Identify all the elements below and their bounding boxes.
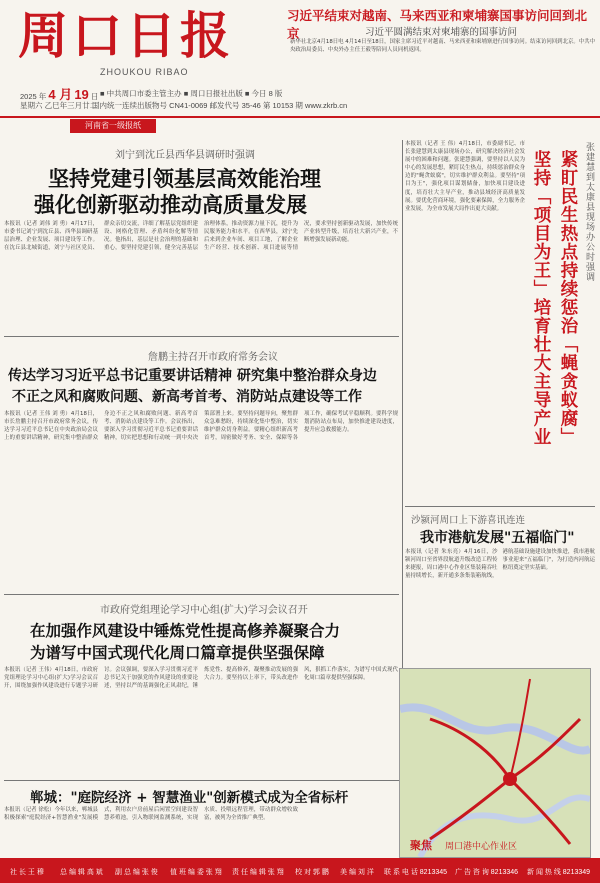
map-label: 周口港中心作业区 bbox=[445, 842, 518, 852]
footer-item: 责 任 编 辑 张 翔 bbox=[232, 869, 284, 876]
footer-item: 总 编 辑 高 斌 bbox=[60, 869, 103, 876]
side-title-a: 紧盯民生热点持续惩治「蝇贪蚁腐」 bbox=[558, 150, 578, 446]
footer-item: 新 闻 热 线 8213349 bbox=[527, 869, 591, 876]
footer-item: 社 长 王 穆 bbox=[10, 869, 44, 876]
lead-title: 习近平结束对越南、马来西亚和柬埔寨国事访问回到北京 bbox=[287, 8, 588, 41]
side-body: 本报讯（记者 王 伟）4月18日，市委副书记、市长张建慧到太康县现场办公，研究解决经济社会发展中的困难和问题。张建慧强调，要坚持以人民为中心的发展思想，紧盯民生热点，持续惩治群众身边的"蝇贪蚁腐"，切实维护群众利益。要坚持"项目为王"，强化项目谋划储备，加快项目建设进度，培育壮大主导产业，推动县域经济高质量发展。要优化营商环境，强化要素保障，全力服务企业发展，为全市发展大局作出更大贡献。 bbox=[405, 141, 525, 212]
story1-title-line2: 强化创新驱动推动高质量发展 bbox=[34, 192, 307, 217]
lead-subtitle: 习近平圆满结束对柬埔寨的国事访问 bbox=[365, 27, 518, 38]
side-kicker: 张建慧到太康县现场办公时强调 bbox=[584, 142, 594, 282]
story1-kicker: 刘宁到沈丘县西华县调研时强调 bbox=[115, 150, 255, 161]
map-graphic bbox=[400, 669, 590, 857]
story2-title-line2: 不正之风和腐败问题、新高考首考、消防站点建设等工作 bbox=[12, 389, 362, 405]
map-caption: 聚焦 bbox=[410, 839, 432, 852]
divider bbox=[4, 780, 399, 781]
footer-item: 联 系 电 话 8213345 bbox=[384, 869, 448, 876]
newspaper-logo: 周口日报 bbox=[18, 6, 234, 65]
story4-body: 本报讯（记者 徐松）今年以来，郸城县积极探索"庭院经济+智慧渔业"发展模式，利用农户房前屋后闲置空间建设智慧养殖池，引入物联网监测系统，实现水质、投喂远程管理，带动群众增收致富，被列为全省推广典型。 bbox=[4, 807, 298, 822]
masthead-rule bbox=[0, 116, 600, 118]
story2-body: 本报讯（记者 王伟 刘 勇）4月18日，市长詹鹏主持召开市政府常务会议，传达学习习近平总书记在中央政治局会议上的重要讲话精神，研究集中整治群众身边不正之风和腐败问题、新高考首考、消防站点建设等工作。会议指出，要深入学习贯彻习近平总书记重要讲话精神，切实把思想和行动统一到中央决策部署上来。要坚持问题导向，聚焦群众急难愁盼，持续深化集中整治，切实维护群众切身利益。要精心组织新高考首考，周密做好考务、安全、保障等各项工作，确保考试平稳顺利。要科学规划消防站点布局，加快推进建设进度，提升应急救援能力。 bbox=[4, 411, 398, 442]
footer-item: 广 告 咨 询 8213346 bbox=[455, 869, 519, 876]
story1-title-line1: 坚持党建引领基层高效能治理 bbox=[48, 166, 321, 191]
story3-title-line2: 为谱写中国式现代化周口篇章提供坚强保障 bbox=[30, 643, 325, 662]
port-kicker: 沙颍河周口上下游喜讯连连 bbox=[411, 515, 526, 526]
story3-kicker: 市政府党组理论学习中心组(扩大)学习会议召开 bbox=[100, 605, 308, 616]
story2-kicker: 詹鹏主持召开市政府常务会议 bbox=[148, 352, 278, 363]
publisher-line: ■ 中共周口市委主管主办 ■ 周口日报社出版 ■ 今日 8 版 bbox=[100, 89, 283, 98]
footer-item: 美 编 刘 洋 bbox=[340, 869, 374, 876]
divider bbox=[405, 506, 595, 507]
story1-body: 本报讯（记者 刘伟 刘 勇）4月17日，市委书记刘宁到沈丘县、西华县调研基层治理、企业发展、项目建设等工作。在沈丘县北城街道，刘宁与社区党员、群众亲切交流，详细了解基层党组织建设、网格化管理、矛盾纠纷化解等情况。他指出，基层是社会治理的基础和重心，要坚持党建引领，健全完善基层治理体系，推动资源力量下沉，提升为民服务能力和水平。在西华县，刘宁先后来到企业车间、项目工地，了解企业生产经营、技术创新、项目进展等情况，要求坚持创新驱动发展，加快传统产业转型升级，培育壮大新兴产业，不断增强发展新动能。 bbox=[4, 221, 398, 252]
footer-bar bbox=[0, 858, 600, 883]
footer-item: 校 对 郭 鹏 bbox=[295, 869, 329, 876]
date-line: 2025 年 4 月 19 日 bbox=[20, 87, 99, 102]
divider bbox=[4, 336, 399, 337]
story2-title-line1: 传达学习习近平总书记重要讲话精神 研究集中整治群众身边 bbox=[8, 368, 377, 384]
port-map-image bbox=[399, 668, 591, 858]
grade-banner: 河南省一级报纸 bbox=[70, 119, 156, 133]
port-body: 本报讯（记者 朱东亮）4月16日，沙颍河周口至省界段航道升级改造工程传来捷报，周口港中心作业区集装箱吞吐量持续增长，新开通多条集装箱航线，港航基础设施建设加快推进，我市港航事业迎来"五福临门"，为打造内河航运枢纽奠定坚实基础。 bbox=[405, 549, 595, 580]
footer-item: 值 班 编 委 张 翔 bbox=[170, 869, 222, 876]
divider bbox=[4, 594, 399, 595]
lead-body: 新华社北京4月18日电 4月14日至18日，国家主席习近平对越南、马来西亚和柬埔寨进行国事访问。结束访问回到北京。中共中央政治局委员、中央外办主任王毅等陪同人员同机返回。 bbox=[290, 39, 595, 54]
lunar-line: 星期六 乙巳年三月廿二 bbox=[20, 101, 98, 110]
story4-title: 郸城："庭院经济 + 智慧渔业"创新模式成为全省标杆 bbox=[30, 790, 349, 806]
newspaper-pinyin: ZHOUKOU RIBAO bbox=[100, 67, 189, 77]
story3-body: 本报讯（记者 王伟）4月18日，市政府党组理论学习中心组(扩大)学习会议召开，围绕加强作风建设进行专题学习研讨。会议强调，要深入学习贯彻习近平总书记关于加强党的作风建设的重要论述，坚持以严的基调强化正风肃纪，锤炼党性、提高修养，凝聚推动发展的强大合力。要坚持以上率下，带头改进作风，狠抓工作落实，为谱写中国式现代化周口篇章提供坚强保障。 bbox=[4, 667, 398, 690]
cn-number: 国内统一连续出版物号 CN41-0069 邮发代号 35-46 第 10153 期 www.zkrb.cn bbox=[92, 101, 348, 110]
story3-title-line1: 在加强作风建设中锤炼党性提高修养凝聚合力 bbox=[30, 621, 341, 640]
port-title: 我市港航发展"五福临门" bbox=[420, 530, 575, 546]
side-title-b: 坚持「项目为王」培育壮大主导产业 bbox=[531, 150, 551, 446]
footer-item: 副 总 编 张 俊 bbox=[115, 869, 158, 876]
